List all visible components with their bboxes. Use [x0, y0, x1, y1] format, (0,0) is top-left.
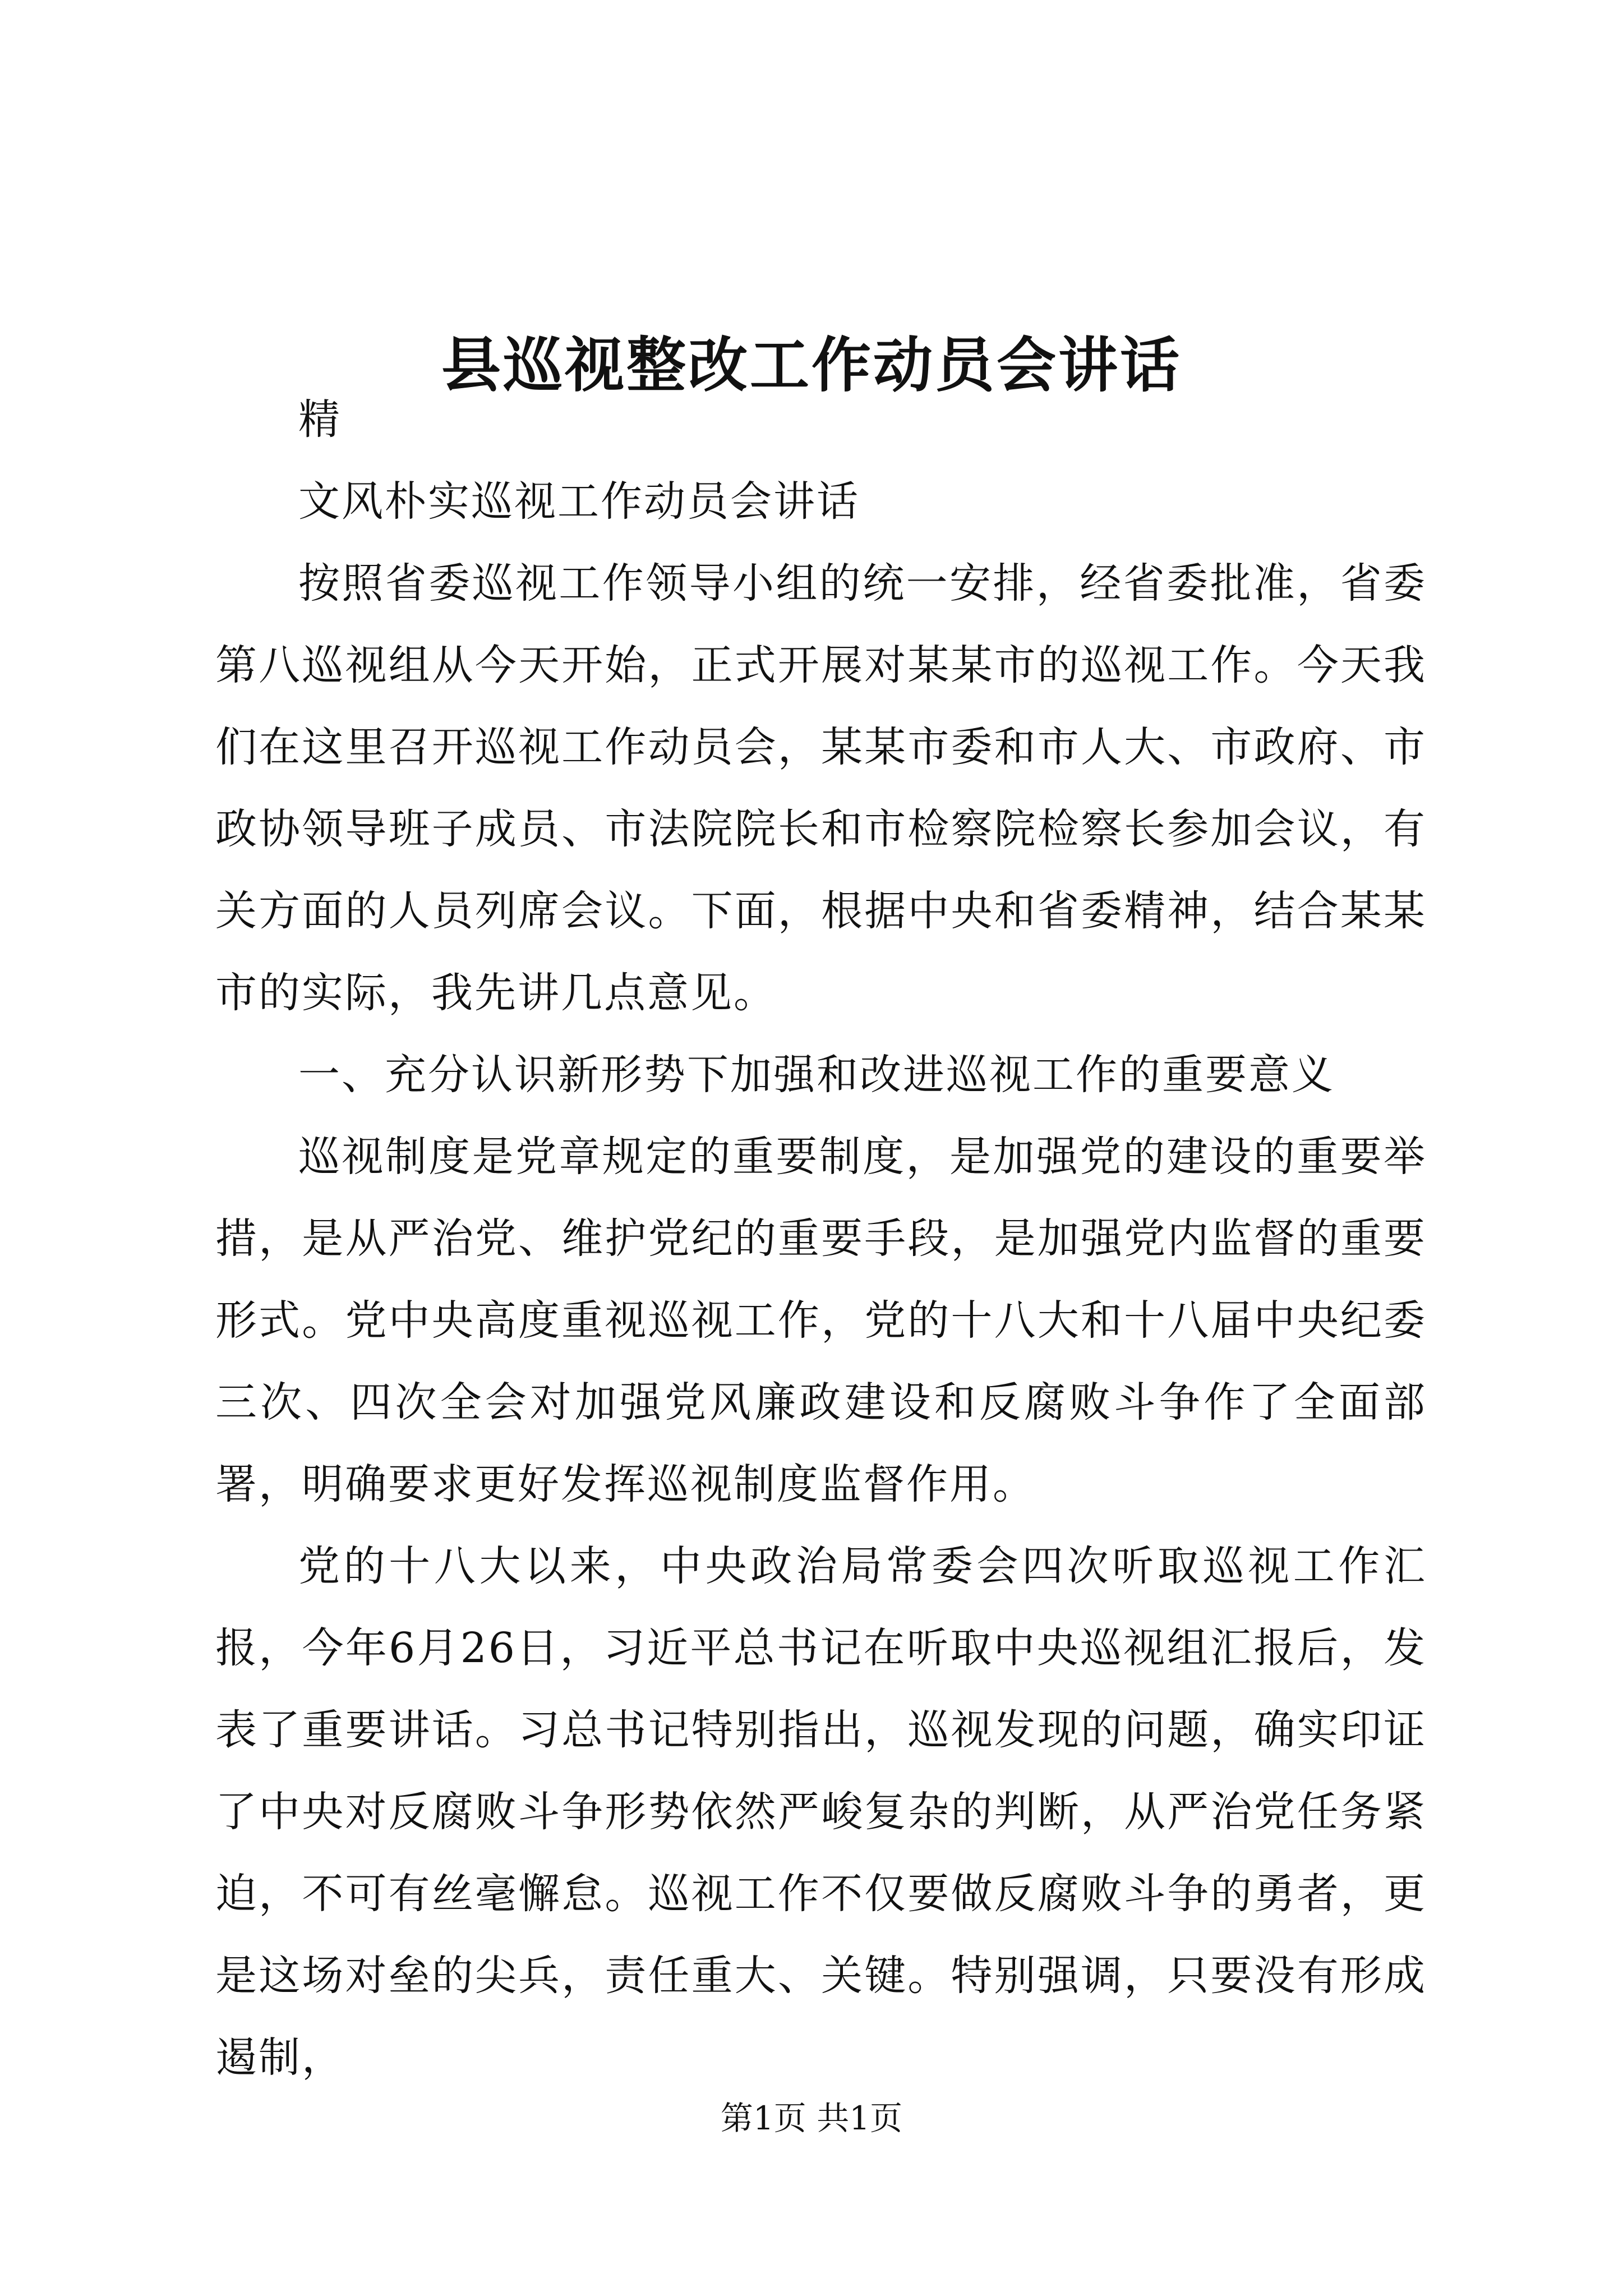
- paragraph-1: 精: [298, 395, 342, 444]
- document-body: [215, 379, 1427, 2099]
- paragraph-6: 党的十八大以来，中央政治局常委会四次听取巡视工作汇报，今年6月26日，习近平总书记在听取中央巡视组汇报后，发表了重要讲话。习总书记特别指出，巡视发现的问题，确实印证了中央对反腐败斗争形势依然严峻复杂的判断，从严治党任务紧迫，不可有丝毫懈怠。巡视工作不仅要做反腐败斗争的勇者，更是这场对垒的尖兵，责任重大、关键。特别强调，只要没有形成遏制，: [215, 1542, 1427, 2082]
- paragraph-3: 按照省委巡视工作领导小组的统一安排，经省委批准，省委第八巡视组从今天开始，正式开展对某某市的巡视工作。今天我们在这里召开巡视工作动员会，某某市委和市人大、市政府、市政协领导班子成员、市法院院长和市检察院检察长参加会议，有关方面的人员列席会议。下面，根据中央和省委精神，结合某某市的实际，我先讲几点意见。: [215, 559, 1427, 1017]
- document-title: 县巡视整改工作动员会讲话: [441, 330, 1182, 401]
- section-heading-1: 一、充分认识新形势下加强和改进巡视工作的重要意义: [298, 1051, 1335, 1099]
- paragraph-2: 文风朴实巡视工作动员会讲话: [298, 477, 860, 526]
- paragraph-5: 巡视制度是党章规定的重要制度，是加强党的建设的重要举措，是从严治党、维护党纪的重要手段，是加强党内监督的重要形式。党中央高度重视巡视工作，党的十八大和十八届中央纪委三次、四次全会对加强党风廉政建设和反腐败斗争作了全面部署，明确要求更好发挥巡视制度监督作用。: [215, 1133, 1427, 1508]
- page-footer: 第1页 共1页: [720, 2099, 903, 2137]
